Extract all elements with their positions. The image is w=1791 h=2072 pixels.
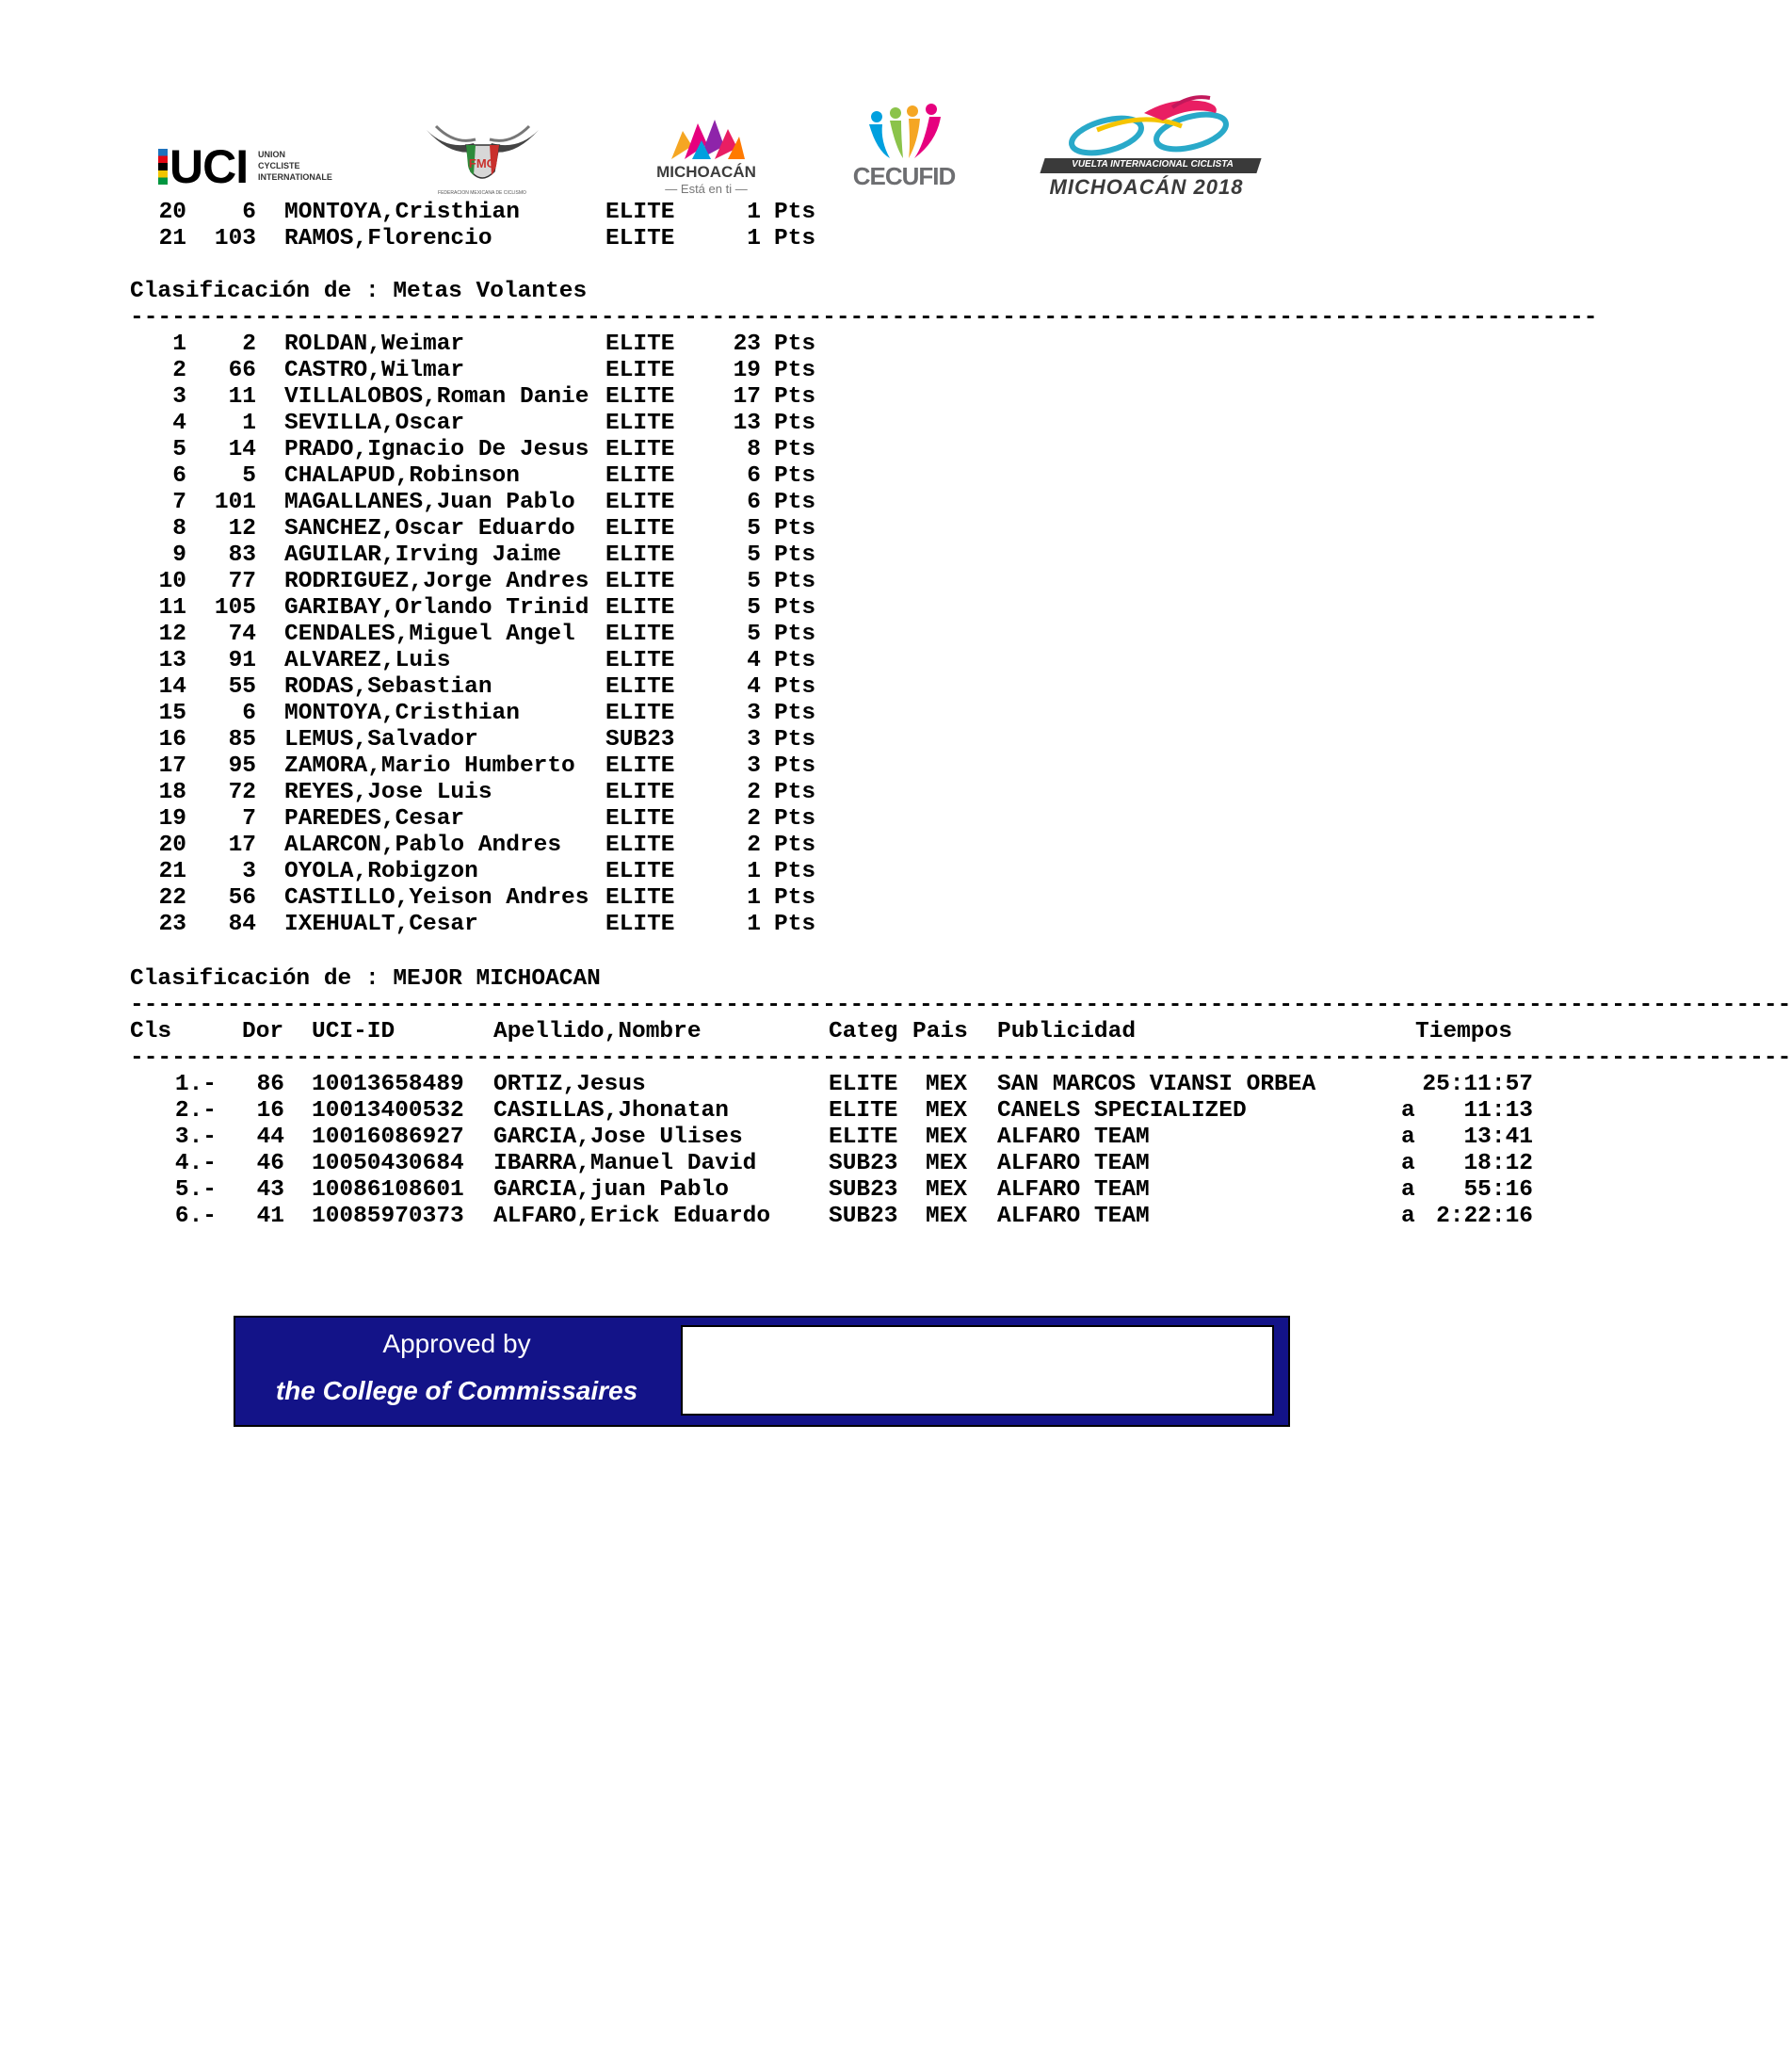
category-cell: ELITE	[605, 384, 675, 410]
points-cell: 1	[747, 200, 761, 225]
header-dor: Dor	[242, 1019, 284, 1044]
rank-cell: 3.-	[174, 1125, 217, 1150]
team-cell: ALFARO TEAM	[997, 1177, 1150, 1203]
bib-cell: 16	[256, 1098, 284, 1124]
bib-cell: 46	[256, 1151, 284, 1176]
category-cell: ELITE	[829, 1072, 898, 1097]
country-cell: MEX	[926, 1204, 968, 1229]
points-cell: 8	[747, 437, 761, 462]
metas-volantes-title: Clasificación de : Metas Volantes	[130, 279, 588, 304]
position-cell: 11	[158, 595, 186, 621]
header-tiempos: Tiempos	[1415, 1019, 1512, 1044]
michoacan-name: MICHOACÁN	[656, 163, 756, 181]
points-unit-cell: Pts	[774, 780, 816, 805]
divider: ----------------------------------------------------------------------------------------------------------	[130, 305, 1598, 331]
bib-cell: 17	[228, 833, 256, 858]
points-unit-cell: Pts	[774, 595, 816, 621]
position-cell: 6	[172, 463, 186, 489]
bib-cell: 14	[228, 437, 256, 462]
bib-cell: 12	[228, 516, 256, 542]
position-cell: 17	[158, 753, 186, 779]
points-unit-cell: Pts	[774, 542, 816, 568]
rider-name-cell: GARCIA,Jose Ulises	[493, 1125, 743, 1150]
points-unit-cell: Pts	[774, 859, 816, 884]
divider: ------------------------------------------------------------------------------------------------------------------------	[130, 993, 1791, 1018]
time-cell: 13:41	[1463, 1125, 1533, 1150]
points-cell: 17	[733, 384, 761, 410]
points-cell: 5	[747, 595, 761, 621]
category-cell: ELITE	[605, 674, 675, 700]
header-publicidad: Publicidad	[997, 1019, 1137, 1044]
points-cell: 4	[747, 674, 761, 700]
rider-name-cell: RAMOS,Florencio	[284, 226, 492, 251]
points-unit-cell: Pts	[774, 674, 816, 700]
approval-box	[234, 1316, 1290, 1427]
rider-name-cell: SEVILLA,Oscar	[284, 411, 465, 436]
category-cell: ELITE	[605, 226, 675, 251]
points-unit-cell: Pts	[774, 463, 816, 489]
rider-name-cell: GARIBAY,Orlando Trinid	[284, 595, 589, 621]
gap-prefix-cell: a	[1401, 1204, 1415, 1229]
bib-cell: 6	[242, 200, 256, 225]
category-cell: ELITE	[605, 701, 675, 726]
category-cell: SUB23	[829, 1204, 898, 1229]
michoacan-tagline: — Está en ti —	[665, 182, 748, 196]
team-cell: ALFARO TEAM	[997, 1151, 1150, 1176]
category-cell: ELITE	[605, 200, 675, 225]
points-unit-cell: Pts	[774, 648, 816, 673]
points-cell: 19	[733, 358, 761, 383]
bib-cell: 3	[242, 859, 256, 884]
category-cell: ELITE	[605, 622, 675, 647]
category-cell: ELITE	[605, 648, 675, 673]
gap-prefix-cell: a	[1401, 1125, 1415, 1150]
points-unit-cell: Pts	[774, 885, 816, 911]
uci-id-cell: 10016086927	[312, 1125, 464, 1150]
rank-cell: 2.-	[174, 1098, 217, 1124]
divider: ------------------------------------------------------------------------------------------------------------------------	[130, 1045, 1791, 1071]
bib-cell: 7	[242, 806, 256, 832]
points-unit-cell: Pts	[774, 411, 816, 436]
position-cell: 15	[158, 701, 186, 726]
points-cell: 3	[747, 701, 761, 726]
michoacan-logo	[645, 118, 767, 198]
bib-cell: 5	[242, 463, 256, 489]
country-cell: MEX	[926, 1177, 968, 1203]
time-cell: 18:12	[1463, 1151, 1533, 1176]
bib-cell: 6	[242, 701, 256, 726]
bib-cell: 85	[228, 727, 256, 753]
fmc-emblem-icon	[419, 122, 546, 198]
svg-text:FEDERACION MEXICANA DE CICLISM: FEDERACION MEXICANA DE CICLISMO	[438, 190, 526, 196]
category-cell: ELITE	[605, 542, 675, 568]
category-cell: SUB23	[605, 727, 675, 753]
approval-line-2: the College of Commissaires	[275, 1376, 638, 1405]
position-cell: 4	[172, 411, 186, 436]
position-cell: 3	[172, 384, 186, 410]
vuelta-logo	[1031, 92, 1262, 198]
time-cell: 25:11:57	[1422, 1072, 1533, 1097]
category-cell: ELITE	[605, 780, 675, 805]
points-cell: 2	[747, 806, 761, 832]
rider-name-cell: ALVAREZ,Luis	[284, 648, 451, 673]
points-cell: 23	[733, 332, 761, 357]
bib-cell: 56	[228, 885, 256, 911]
gap-prefix-cell: a	[1401, 1151, 1415, 1176]
country-cell: MEX	[926, 1098, 968, 1124]
category-cell: ELITE	[605, 569, 675, 594]
category-cell: SUB23	[829, 1177, 898, 1203]
uci-id-cell: 10085970373	[312, 1204, 464, 1229]
points-cell: 5	[747, 569, 761, 594]
points-unit-cell: Pts	[774, 806, 816, 832]
rank-cell: 5.-	[174, 1177, 217, 1203]
country-cell: MEX	[926, 1125, 968, 1150]
uci-id-cell: 10013658489	[312, 1072, 464, 1097]
position-cell: 8	[172, 516, 186, 542]
rider-name-cell: ROLDAN,Weimar	[284, 332, 465, 357]
vuelta-name: MICHOACÁN 2018	[1049, 175, 1244, 199]
position-cell: 19	[158, 806, 186, 832]
points-unit-cell: Pts	[774, 753, 816, 779]
bib-cell: 11	[228, 384, 256, 410]
gap-prefix-cell: a	[1401, 1098, 1415, 1124]
rider-name-cell: CASTRO,Wilmar	[284, 358, 465, 383]
uci-id-cell: 10013400532	[312, 1098, 464, 1124]
points-unit-cell: Pts	[774, 622, 816, 647]
position-cell: 21	[158, 859, 186, 884]
category-cell: ELITE	[829, 1098, 898, 1124]
rider-name-cell: LEMUS,Salvador	[284, 727, 478, 753]
category-cell: ELITE	[829, 1125, 898, 1150]
approval-line-1: Approved by	[382, 1329, 531, 1358]
points-unit-cell: Pts	[774, 200, 816, 225]
rider-name-cell: ALARCON,Pablo Andres	[284, 833, 562, 858]
points-cell: 2	[747, 833, 761, 858]
bib-cell: 72	[228, 780, 256, 805]
bib-cell: 105	[214, 595, 256, 621]
points-cell: 1	[747, 226, 761, 251]
points-unit-cell: Pts	[774, 437, 816, 462]
points-cell: 3	[747, 727, 761, 753]
signature-field[interactable]	[681, 1325, 1274, 1416]
category-cell: ELITE	[605, 885, 675, 911]
cecufid-logo	[843, 104, 965, 198]
position-cell: 20	[158, 833, 186, 858]
category-cell: ELITE	[605, 358, 675, 383]
bib-cell: 74	[228, 622, 256, 647]
position-cell: 21	[158, 226, 186, 251]
position-cell: 2	[172, 358, 186, 383]
rider-name-cell: GARCIA,juan Pablo	[493, 1177, 729, 1203]
points-cell: 2	[747, 780, 761, 805]
points-cell: 1	[747, 885, 761, 911]
rider-name-cell: MAGALLANES,Juan Pablo	[284, 490, 575, 515]
rider-name-cell: VILLALOBOS,Roman Danie	[284, 384, 589, 410]
bib-cell: 103	[214, 226, 256, 251]
points-unit-cell: Pts	[774, 727, 816, 753]
category-cell: ELITE	[605, 806, 675, 832]
country-cell: MEX	[926, 1072, 968, 1097]
points-cell: 1	[747, 912, 761, 937]
position-cell: 10	[158, 569, 186, 594]
rider-name-cell: REYES,Jose Luis	[284, 780, 492, 805]
bib-cell: 1	[242, 411, 256, 436]
header-uci-id: UCI-ID	[312, 1019, 395, 1044]
vuelta-cyclist-icon	[1031, 92, 1262, 158]
fmc-logo	[419, 122, 546, 198]
position-cell: 23	[158, 912, 186, 937]
bib-cell: 84	[228, 912, 256, 937]
category-cell: SUB23	[829, 1151, 898, 1176]
position-cell: 7	[172, 490, 186, 515]
team-cell: SAN MARCOS VIANSI ORBEA	[997, 1072, 1316, 1097]
svg-text:FMC: FMC	[468, 156, 496, 170]
bib-cell: 86	[256, 1072, 284, 1097]
points-unit-cell: Pts	[774, 516, 816, 542]
points-cell: 5	[747, 542, 761, 568]
bib-cell: 66	[228, 358, 256, 383]
bib-cell: 41	[256, 1204, 284, 1229]
rider-name-cell: SANCHEZ,Oscar Eduardo	[284, 516, 575, 542]
cecufid-figures-icon	[843, 104, 965, 162]
category-cell: ELITE	[605, 411, 675, 436]
category-cell: ELITE	[605, 912, 675, 937]
points-cell: 6	[747, 463, 761, 489]
team-cell: CANELS SPECIALIZED	[997, 1098, 1247, 1124]
rider-name-cell: CASILLAS,Jhonatan	[493, 1098, 729, 1124]
rank-cell: 1.-	[174, 1072, 217, 1097]
category-cell: ELITE	[605, 332, 675, 357]
category-cell: ELITE	[605, 753, 675, 779]
category-cell: ELITE	[605, 859, 675, 884]
rider-name-cell: CHALAPUD,Robinson	[284, 463, 520, 489]
uci-id-cell: 10050430684	[312, 1151, 464, 1176]
rider-name-cell: PRADO,Ignacio De Jesus	[284, 437, 589, 462]
points-cell: 1	[747, 859, 761, 884]
category-cell: ELITE	[605, 595, 675, 621]
header-categ: Categ	[829, 1019, 898, 1044]
time-cell: 11:13	[1463, 1098, 1533, 1124]
time-cell: 55:16	[1463, 1177, 1533, 1203]
team-cell: ALFARO TEAM	[997, 1125, 1150, 1150]
position-cell: 9	[172, 542, 186, 568]
rider-name-cell: ORTIZ,Jesus	[493, 1072, 646, 1097]
rider-name-cell: AGUILAR,Irving Jaime	[284, 542, 562, 568]
category-cell: ELITE	[605, 437, 675, 462]
position-cell: 18	[158, 780, 186, 805]
points-unit-cell: Pts	[774, 332, 816, 357]
points-cell: 4	[747, 648, 761, 673]
bib-cell: 95	[228, 753, 256, 779]
uci-id-cell: 10086108601	[312, 1177, 464, 1203]
uci-subtitle: UNION CYCLISTE INTERNATIONALE	[258, 150, 332, 182]
rider-name-cell: OYOLA,Robigzon	[284, 859, 478, 884]
rider-name-cell: CASTILLO,Yeison Andres	[284, 885, 589, 911]
position-cell: 5	[172, 437, 186, 462]
cecufid-name: CECUFID	[852, 162, 956, 190]
bib-cell: 101	[214, 490, 256, 515]
category-cell: ELITE	[605, 516, 675, 542]
header-cls: Cls	[130, 1019, 172, 1044]
position-cell: 16	[158, 727, 186, 753]
rider-name-cell: IXEHUALT,Cesar	[284, 912, 478, 937]
position-cell: 20	[158, 200, 186, 225]
position-cell: 12	[158, 622, 186, 647]
points-unit-cell: Pts	[774, 569, 816, 594]
points-cell: 13	[733, 411, 761, 436]
rank-cell: 4.-	[174, 1151, 217, 1176]
bib-cell: 2	[242, 332, 256, 357]
position-cell: 1	[172, 332, 186, 357]
rider-name-cell: IBARRA,Manuel David	[493, 1151, 757, 1176]
bib-cell: 43	[256, 1177, 284, 1203]
rider-name-cell: PAREDES,Cesar	[284, 806, 465, 832]
category-cell: ELITE	[605, 833, 675, 858]
category-cell: ELITE	[605, 463, 675, 489]
rider-name-cell: MONTOYA,Cristhian	[284, 701, 520, 726]
points-cell: 6	[747, 490, 761, 515]
points-unit-cell: Pts	[774, 701, 816, 726]
uci-letters: UCI	[169, 140, 249, 193]
rider-name-cell: RODRIGUEZ,Jorge Andres	[284, 569, 589, 594]
points-unit-cell: Pts	[774, 833, 816, 858]
header-name: Apellido,Nombre	[493, 1019, 702, 1044]
points-unit-cell: Pts	[774, 358, 816, 383]
points-unit-cell: Pts	[774, 912, 816, 937]
points-cell: 5	[747, 622, 761, 647]
michoacan-flame-icon	[645, 118, 767, 163]
header-pais: Pais	[912, 1019, 968, 1044]
rank-cell: 6.-	[174, 1204, 217, 1229]
rider-name-cell: ZAMORA,Mario Humberto	[284, 753, 575, 779]
vuelta-band-text: VUELTA INTERNACIONAL CICLISTA	[1072, 159, 1234, 170]
points-cell: 3	[747, 753, 761, 779]
bib-cell: 55	[228, 674, 256, 700]
points-unit-cell: Pts	[774, 490, 816, 515]
time-cell: 2:22:16	[1436, 1204, 1533, 1229]
points-unit-cell: Pts	[774, 384, 816, 410]
mejor-michoacan-title: Clasificación de : MEJOR MICHOACAN	[130, 966, 601, 992]
position-cell: 13	[158, 648, 186, 673]
country-cell: MEX	[926, 1151, 968, 1176]
uci-logo	[158, 140, 347, 193]
rider-name-cell: RODAS,Sebastian	[284, 674, 492, 700]
points-cell: 5	[747, 516, 761, 542]
gap-prefix-cell: a	[1401, 1177, 1415, 1203]
bib-cell: 91	[228, 648, 256, 673]
bib-cell: 83	[228, 542, 256, 568]
bib-cell: 44	[256, 1125, 284, 1150]
rider-name-cell: CENDALES,Miguel Angel	[284, 622, 575, 647]
points-unit-cell: Pts	[774, 226, 816, 251]
rider-name-cell: MONTOYA,Cristhian	[284, 200, 520, 225]
position-cell: 22	[158, 885, 186, 911]
position-cell: 14	[158, 674, 186, 700]
category-cell: ELITE	[605, 490, 675, 515]
team-cell: ALFARO TEAM	[997, 1204, 1150, 1229]
bib-cell: 77	[228, 569, 256, 594]
rider-name-cell: ALFARO,Erick Eduardo	[493, 1204, 771, 1229]
